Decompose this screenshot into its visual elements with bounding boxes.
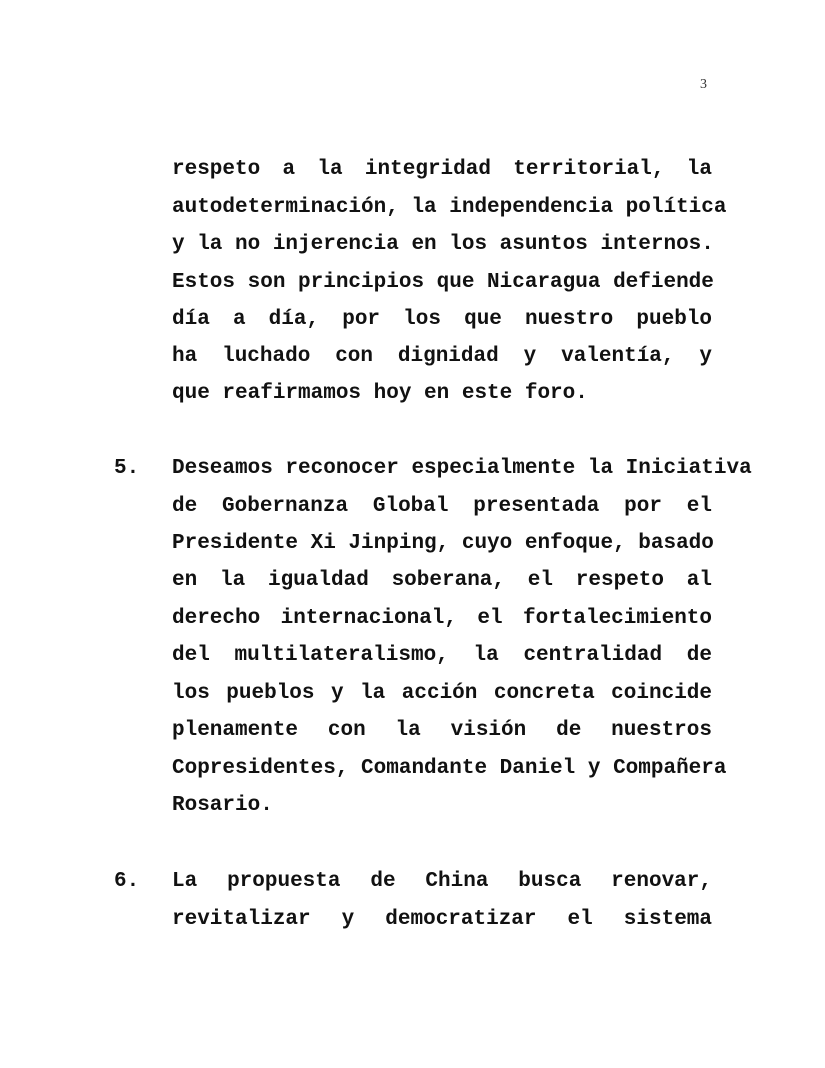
- text-line: Presidente Xi Jinping, cuyo enfoque, basado: [172, 532, 714, 555]
- text-line: en la igualdad soberana, el respeto al: [172, 569, 712, 592]
- text-line: plenamente con la visión de nuestros: [172, 719, 712, 742]
- text-line: ha luchado con dignidad y valentía, y: [172, 345, 712, 368]
- text-line: Estos son principios que Nicaragua defiende: [172, 271, 714, 294]
- text-line: Deseamos reconocer especialmente la Iniciativa: [172, 457, 752, 480]
- text-line: Copresidentes, Comandante Daniel y Compañera: [172, 757, 727, 780]
- paragraph-number: 5.: [114, 457, 140, 480]
- text-line: de Gobernanza Global presentada por el: [172, 495, 712, 518]
- text-line: del multilateralismo, la centralidad de: [172, 644, 712, 667]
- paragraph-number: 6.: [114, 870, 140, 893]
- text-line: los pueblos y la acción concreta coincide: [172, 682, 712, 705]
- text-line: y la no injerencia en los asuntos internos.: [172, 233, 714, 256]
- text-line: La propuesta de China busca renovar,: [172, 870, 712, 893]
- text-line: que reafirmamos hoy en este foro.: [172, 382, 588, 405]
- text-line: día a día, por los que nuestro pueblo: [172, 308, 712, 331]
- text-line: Rosario.: [172, 794, 273, 817]
- page-number: 3: [700, 77, 707, 92]
- text-line: derecho internacional, el fortalecimiento: [172, 607, 712, 630]
- text-line: respeto a la integridad territorial, la: [172, 158, 712, 181]
- text-line: revitalizar y democratizar el sistema: [172, 908, 712, 931]
- text-line: autodeterminación, la independencia política: [172, 196, 727, 219]
